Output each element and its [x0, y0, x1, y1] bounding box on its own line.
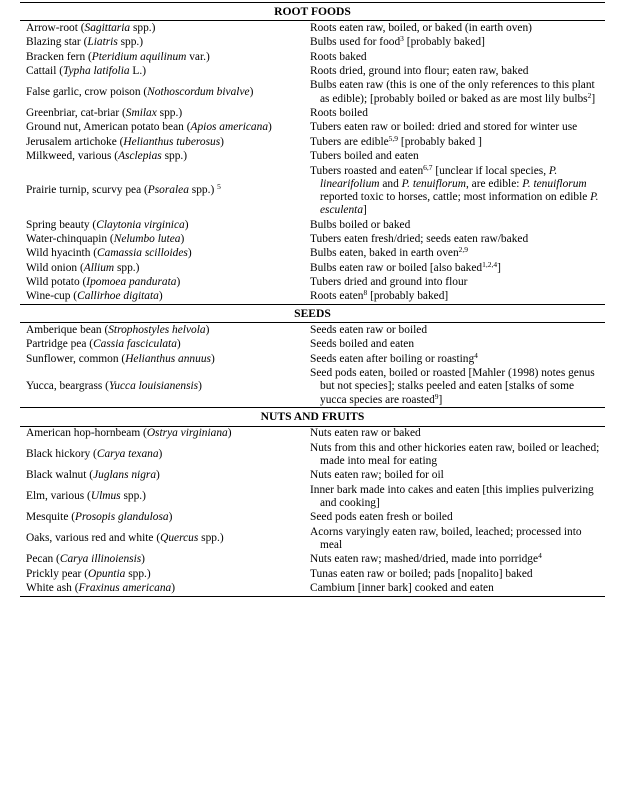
footnote-ref: 6,7 — [423, 162, 433, 172]
usage-description — [310, 324, 601, 337]
text: Tubers boiled and eaten — [310, 150, 419, 163]
text: Seeds eaten raw or boiled — [310, 324, 428, 337]
usage-description — [310, 553, 601, 566]
footnote-ref: 4 — [538, 551, 542, 561]
usage-description — [310, 247, 601, 260]
plant-name — [26, 184, 297, 197]
text: [probably baked] — [367, 290, 449, 303]
plant-name-cell — [20, 64, 301, 78]
usage-description — [310, 442, 601, 468]
usage-description — [310, 150, 601, 163]
footnote-ref: 9 — [434, 391, 439, 401]
common-name: Water-chinquapin ( — [26, 232, 114, 245]
table-row — [20, 232, 605, 246]
common-name: Spring beauty ( — [26, 218, 97, 231]
usage-cell — [301, 511, 605, 525]
common-name: Wine-cup ( — [26, 290, 78, 303]
footnote-ref: 2,9 — [458, 245, 469, 255]
plant-name-cell — [20, 150, 301, 164]
name-suffix: ) — [141, 553, 145, 566]
name-suffix: spp.) — [120, 490, 146, 503]
scientific-name: Fraxinus americana — [78, 581, 172, 594]
table-row — [20, 275, 605, 289]
section-title: ROOT FOODS — [20, 3, 605, 21]
usage-cell — [301, 232, 605, 246]
usage-cell — [301, 338, 605, 352]
table-row — [20, 135, 605, 149]
usage-cell — [301, 106, 605, 120]
footnote-ref: 2 — [587, 90, 592, 100]
table-row — [20, 106, 605, 120]
table-row — [20, 426, 605, 441]
scientific-name: Typha latifolia — [63, 64, 130, 77]
usage-cell — [301, 121, 605, 135]
common-name: False garlic, crow poison ( — [26, 85, 148, 98]
plant-name-cell — [20, 469, 301, 483]
usage-description — [310, 233, 601, 246]
name-suffix: ) — [171, 581, 176, 594]
plant-name — [26, 107, 297, 120]
common-name: Oaks, various red and white ( — [26, 532, 161, 545]
plant-name — [26, 353, 297, 366]
usage-cell — [301, 79, 605, 107]
section-title: SEEDS — [20, 305, 605, 323]
plant-name-cell — [20, 218, 301, 232]
text: ] — [363, 204, 367, 217]
usage-cell — [301, 525, 605, 553]
common-name: Ground nut, American potato bean ( — [26, 121, 191, 134]
text: Bulbs eaten raw (this is one of the only references to this plant as edible); [probably boiled or baked as are most lily bulbs — [310, 79, 595, 105]
scientific-name: Juglans nigra — [93, 469, 157, 482]
name-suffix: L.) — [129, 64, 147, 77]
table-row — [20, 323, 605, 338]
plant-name — [26, 36, 297, 49]
text: , are edible: — [465, 177, 523, 190]
text: Bulbs boiled or baked — [310, 218, 411, 231]
text: Nuts eaten raw; boiled for oil — [310, 469, 444, 482]
plant-name-cell — [20, 290, 301, 305]
text: Roots dried, ground into flour; eaten raw, baked — [310, 64, 529, 77]
scientific-name: Liatris — [87, 36, 118, 49]
usage-cell — [301, 50, 605, 64]
common-name: Yucca, beargrass ( — [26, 380, 109, 393]
common-name: Black walnut ( — [26, 469, 94, 482]
name-suffix: ) — [180, 232, 185, 245]
name-suffix: var.) — [186, 50, 210, 63]
name-suffix: ) — [176, 338, 181, 351]
table-row — [20, 36, 605, 50]
text: [unclear if local species, — [432, 164, 549, 177]
table-row — [20, 121, 605, 135]
table-row — [20, 338, 605, 352]
scientific-name: Callirhoe digitata — [77, 290, 159, 303]
usage-description — [310, 526, 601, 552]
text: reported toxic to horses, cattle; most information on edible — [320, 190, 591, 203]
usage-description — [310, 568, 601, 581]
usage-description — [310, 367, 601, 407]
plant-name-cell — [20, 164, 301, 218]
table-row — [20, 367, 605, 408]
usage-cell — [301, 553, 605, 567]
scientific-name: Ulmus — [90, 490, 121, 503]
plant-name-cell — [20, 323, 301, 338]
common-name: Sunflower, common ( — [26, 352, 126, 365]
scientific-name: Opuntia — [88, 567, 126, 580]
scientific-name: Pteridium aquilinum — [91, 50, 187, 63]
table-row — [20, 511, 605, 525]
usage-description — [310, 259, 601, 275]
common-name: Bracken fern ( — [26, 50, 92, 63]
usage-cell — [301, 247, 605, 261]
usage-cell — [301, 275, 605, 289]
text: Tunas eaten raw or boiled; pads [nopalito] baked — [310, 567, 533, 580]
plant-name-cell — [20, 135, 301, 149]
text: Seed pods eaten fresh or boiled — [310, 511, 453, 524]
table-row — [20, 483, 605, 511]
usage-description — [310, 51, 601, 64]
section-header-row — [20, 408, 605, 426]
scientific-name: Cassia fasciculata — [93, 338, 177, 351]
name-suffix: spp.) — [117, 36, 144, 49]
plant-name-cell — [20, 426, 301, 441]
name-suffix: spp.) — [188, 184, 218, 197]
text: Tubers eaten raw or boiled: dried and stored for winter use — [310, 121, 578, 134]
table-row — [20, 290, 605, 305]
common-name: Wild potato ( — [26, 276, 87, 289]
plant-name-cell — [20, 232, 301, 246]
scientific-name: Helianthus tuberosus — [123, 135, 221, 148]
plant-name — [26, 247, 297, 260]
plant-name — [26, 51, 297, 64]
plant-name-cell — [20, 441, 301, 469]
name-suffix: spp.) — [114, 261, 140, 274]
text: and — [379, 177, 402, 190]
text: Inner bark made into cakes and eaten [this implies pulverizing and cooking] — [310, 483, 594, 509]
table-row — [20, 164, 605, 218]
plant-name — [26, 276, 297, 289]
common-name: Wild hyacinth ( — [26, 247, 98, 260]
usage-cell — [301, 483, 605, 511]
footnote-ref: 8 — [363, 288, 368, 298]
scientific-name: Yucca louisianensis — [108, 380, 199, 393]
plant-name-cell — [20, 275, 301, 289]
common-name: White ash ( — [26, 581, 79, 594]
usage-description — [310, 511, 601, 524]
common-name: Mesquite ( — [26, 511, 76, 524]
usage-description — [310, 469, 601, 482]
text: Nuts eaten raw or baked — [310, 427, 421, 440]
name-suffix: ) — [158, 448, 163, 461]
scientific-name: Ipomoea pandurata — [86, 276, 177, 289]
plant-name-cell — [20, 247, 301, 261]
text: Tubers dried and ground into flour — [310, 276, 468, 289]
table-row — [20, 150, 605, 164]
name-suffix: ) — [220, 135, 224, 148]
plant-name — [26, 469, 297, 482]
name-suffix: ) — [227, 427, 232, 440]
common-name: Amberique bean ( — [26, 324, 109, 337]
name-suffix: spp.) — [161, 150, 188, 163]
text: [probably baked] — [403, 36, 485, 49]
scientific-name: Ostrya virginiana — [146, 427, 228, 440]
name-suffix: ) — [158, 290, 163, 303]
plant-name — [26, 490, 297, 503]
plant-name — [26, 448, 297, 461]
scientific-name: Helianthus annuus — [125, 352, 211, 365]
common-name: Pecan ( — [26, 553, 60, 566]
usage-description — [310, 162, 601, 218]
table-row — [20, 247, 605, 261]
usage-description — [310, 133, 601, 149]
text: Nuts from this and other hickories eaten raw, boiled or leached; made into meal for eating — [310, 441, 600, 467]
food-plants-table — [20, 2, 605, 597]
scientific-name: Asclepias — [118, 150, 162, 163]
text: Cambium [inner bark] cooked and eaten — [310, 581, 494, 594]
usage-cell — [301, 290, 605, 305]
usage-description — [310, 79, 601, 105]
common-name: Prickly pear ( — [26, 567, 88, 580]
scientific-name: P. linearifolium — [320, 164, 558, 190]
usage-cell — [301, 441, 605, 469]
text: ] — [497, 261, 501, 274]
name-suffix: ) — [198, 380, 202, 393]
text: Roots baked — [310, 50, 367, 63]
usage-description — [310, 427, 601, 440]
text: Bulbs eaten raw or boiled [also baked — [310, 261, 483, 274]
name-suffix: ) — [210, 352, 215, 365]
text: Acorns varyingly eaten raw, boiled, leached; processed into meal — [310, 525, 582, 551]
scientific-name: Apios americana — [190, 121, 269, 134]
text: Bulbs used for food — [310, 36, 401, 49]
usage-cell — [301, 581, 605, 596]
table-row — [20, 567, 605, 581]
text: Seed pods eaten, boiled or roasted [Mahler (1998) notes genus but not species]; stalks peeled and eaten [stalks of some yucca species are roasted — [310, 367, 595, 406]
scientific-name: P. tenuiflorum — [401, 177, 466, 190]
usage-description — [310, 276, 601, 289]
usage-description — [310, 107, 601, 120]
usage-cell — [301, 64, 605, 78]
plant-name — [26, 511, 297, 524]
common-name: Wild onion ( — [26, 261, 84, 274]
text: Seeds boiled and eaten — [310, 338, 415, 351]
scientific-name: Strophostyles helvola — [108, 324, 206, 337]
table-row — [20, 50, 605, 64]
text: Roots eaten — [310, 290, 364, 303]
section-header-row — [20, 3, 605, 21]
usage-cell — [301, 150, 605, 164]
scientific-name: Psoralea — [147, 184, 189, 197]
usage-description — [310, 65, 601, 78]
scientific-name: P. esculenta — [320, 190, 599, 217]
table-row — [20, 79, 605, 107]
footnote-ref: 1,2,4 — [482, 259, 498, 269]
usage-cell — [301, 135, 605, 149]
name-suffix: spp.) — [198, 532, 224, 545]
common-name: Cattail ( — [26, 64, 64, 77]
table-row — [20, 525, 605, 553]
plant-name-cell — [20, 525, 301, 553]
plant-name — [26, 290, 297, 303]
usage-description — [310, 582, 601, 595]
footnote-ref: 5 — [217, 182, 221, 192]
plant-name — [26, 136, 297, 149]
plant-name-cell — [20, 483, 301, 511]
text: ] — [438, 393, 443, 406]
plant-name — [26, 568, 297, 581]
name-suffix: ) — [156, 469, 160, 482]
usage-description — [310, 121, 601, 134]
table-row — [20, 441, 605, 469]
text: Tubers eaten fresh/dried; seeds eaten raw/baked — [310, 232, 529, 245]
plant-name — [26, 380, 297, 393]
plant-name — [26, 65, 297, 78]
text: Seeds eaten after boiling or roasting — [310, 352, 475, 365]
text: Tubers are edible — [310, 135, 389, 148]
plant-name-cell — [20, 338, 301, 352]
table-row — [20, 352, 605, 366]
name-suffix: spp.) — [156, 106, 183, 119]
plant-name — [26, 22, 297, 35]
name-suffix: spp.) — [125, 567, 151, 580]
table-row — [20, 21, 605, 36]
scientific-name: Sagittaria — [84, 21, 131, 34]
plant-name — [26, 262, 297, 275]
common-name: Blazing star ( — [26, 36, 88, 49]
plant-name — [26, 582, 297, 595]
scientific-name: Smilax — [125, 106, 157, 119]
common-name: Black hickory ( — [26, 448, 97, 461]
usage-cell — [301, 567, 605, 581]
plant-name-cell — [20, 567, 301, 581]
plant-name-cell — [20, 581, 301, 596]
text: Nuts eaten raw; mashed/dried, made into porridge — [310, 553, 539, 566]
name-suffix: ) — [176, 276, 181, 289]
plant-name — [26, 219, 297, 232]
usage-cell — [301, 469, 605, 483]
usage-cell — [301, 261, 605, 275]
usage-cell — [301, 21, 605, 36]
plant-name — [26, 86, 297, 99]
usage-description — [310, 290, 601, 303]
common-name: American hop-hornbeam ( — [26, 427, 147, 440]
plant-name — [26, 121, 297, 134]
footnote-ref: 5,9 — [388, 133, 399, 143]
footnote-ref: 4 — [474, 350, 478, 360]
plant-name — [26, 338, 297, 351]
plant-name — [26, 324, 297, 337]
table-row — [20, 261, 605, 275]
scientific-name: Nelumbo lutea — [113, 232, 181, 245]
plant-name-cell — [20, 79, 301, 107]
common-name: Milkweed, various ( — [26, 150, 119, 163]
table-row — [20, 581, 605, 596]
name-suffix: ) — [268, 121, 272, 134]
table-body — [20, 3, 605, 597]
plant-name-cell — [20, 352, 301, 366]
plant-name — [26, 233, 297, 246]
scientific-name: Allium — [83, 261, 115, 274]
usage-description — [310, 350, 601, 366]
plant-name-cell — [20, 121, 301, 135]
common-name: Arrow-root ( — [26, 21, 85, 34]
plant-name-cell — [20, 261, 301, 275]
scientific-name: Camassia scilloides — [97, 247, 188, 260]
usage-cell — [301, 323, 605, 338]
text: ] — [591, 92, 596, 105]
table-row — [20, 553, 605, 567]
plant-name-cell — [20, 36, 301, 50]
usage-description — [310, 219, 601, 232]
common-name: Prairie turnip, scurvy pea ( — [26, 184, 148, 197]
usage-description — [310, 36, 601, 49]
text: Roots boiled — [310, 106, 368, 119]
plant-name — [26, 553, 297, 566]
name-suffix: ) — [184, 218, 189, 231]
text: Tubers roasted and eaten — [310, 164, 424, 177]
usage-description — [310, 484, 601, 510]
plant-name — [26, 427, 297, 440]
scientific-name: Prosopis glandulosa — [75, 511, 169, 524]
text: Roots eaten raw, boiled, or baked (in earth oven) — [310, 21, 532, 34]
table-row — [20, 218, 605, 232]
plant-name-cell — [20, 367, 301, 408]
usage-cell — [301, 352, 605, 366]
footnote-ref: 3 — [400, 34, 404, 44]
common-name: Elm, various ( — [26, 490, 91, 503]
scientific-name: P. tenuiflorum — [522, 177, 587, 190]
plant-name-cell — [20, 106, 301, 120]
plant-name-cell — [20, 553, 301, 567]
name-suffix: ) — [187, 247, 192, 260]
table-row — [20, 469, 605, 483]
scientific-name: Nothoscordum bivalve — [147, 85, 250, 98]
usage-cell — [301, 367, 605, 408]
plant-name — [26, 532, 297, 545]
table-row — [20, 64, 605, 78]
text: Bulbs eaten, baked in earth oven — [310, 247, 459, 260]
section-title: NUTS AND FRUITS — [20, 408, 605, 426]
scientific-name: Claytonia virginica — [96, 218, 185, 231]
plant-name-cell — [20, 511, 301, 525]
plant-name-cell — [20, 21, 301, 36]
text: [probably baked ] — [398, 135, 482, 148]
usage-cell — [301, 426, 605, 441]
name-suffix: spp.) — [130, 21, 156, 34]
name-suffix: ) — [205, 324, 210, 337]
usage-cell — [301, 36, 605, 50]
usage-cell — [301, 218, 605, 232]
scientific-name: Carya texana — [96, 448, 159, 461]
section-header-row — [20, 305, 605, 323]
plant-name — [26, 150, 297, 163]
usage-description — [310, 22, 601, 35]
scientific-name: Carya illinoiensis — [59, 553, 142, 566]
usage-description — [310, 338, 601, 351]
usage-cell — [301, 164, 605, 218]
common-name: Jerusalem artichoke ( — [26, 135, 124, 148]
name-suffix: ) — [249, 85, 254, 98]
common-name: Partridge pea ( — [26, 338, 94, 351]
common-name: Greenbriar, cat-briar ( — [26, 106, 126, 119]
name-suffix: ) — [168, 511, 173, 524]
plant-name-cell — [20, 50, 301, 64]
scientific-name: Quercus — [160, 532, 199, 545]
